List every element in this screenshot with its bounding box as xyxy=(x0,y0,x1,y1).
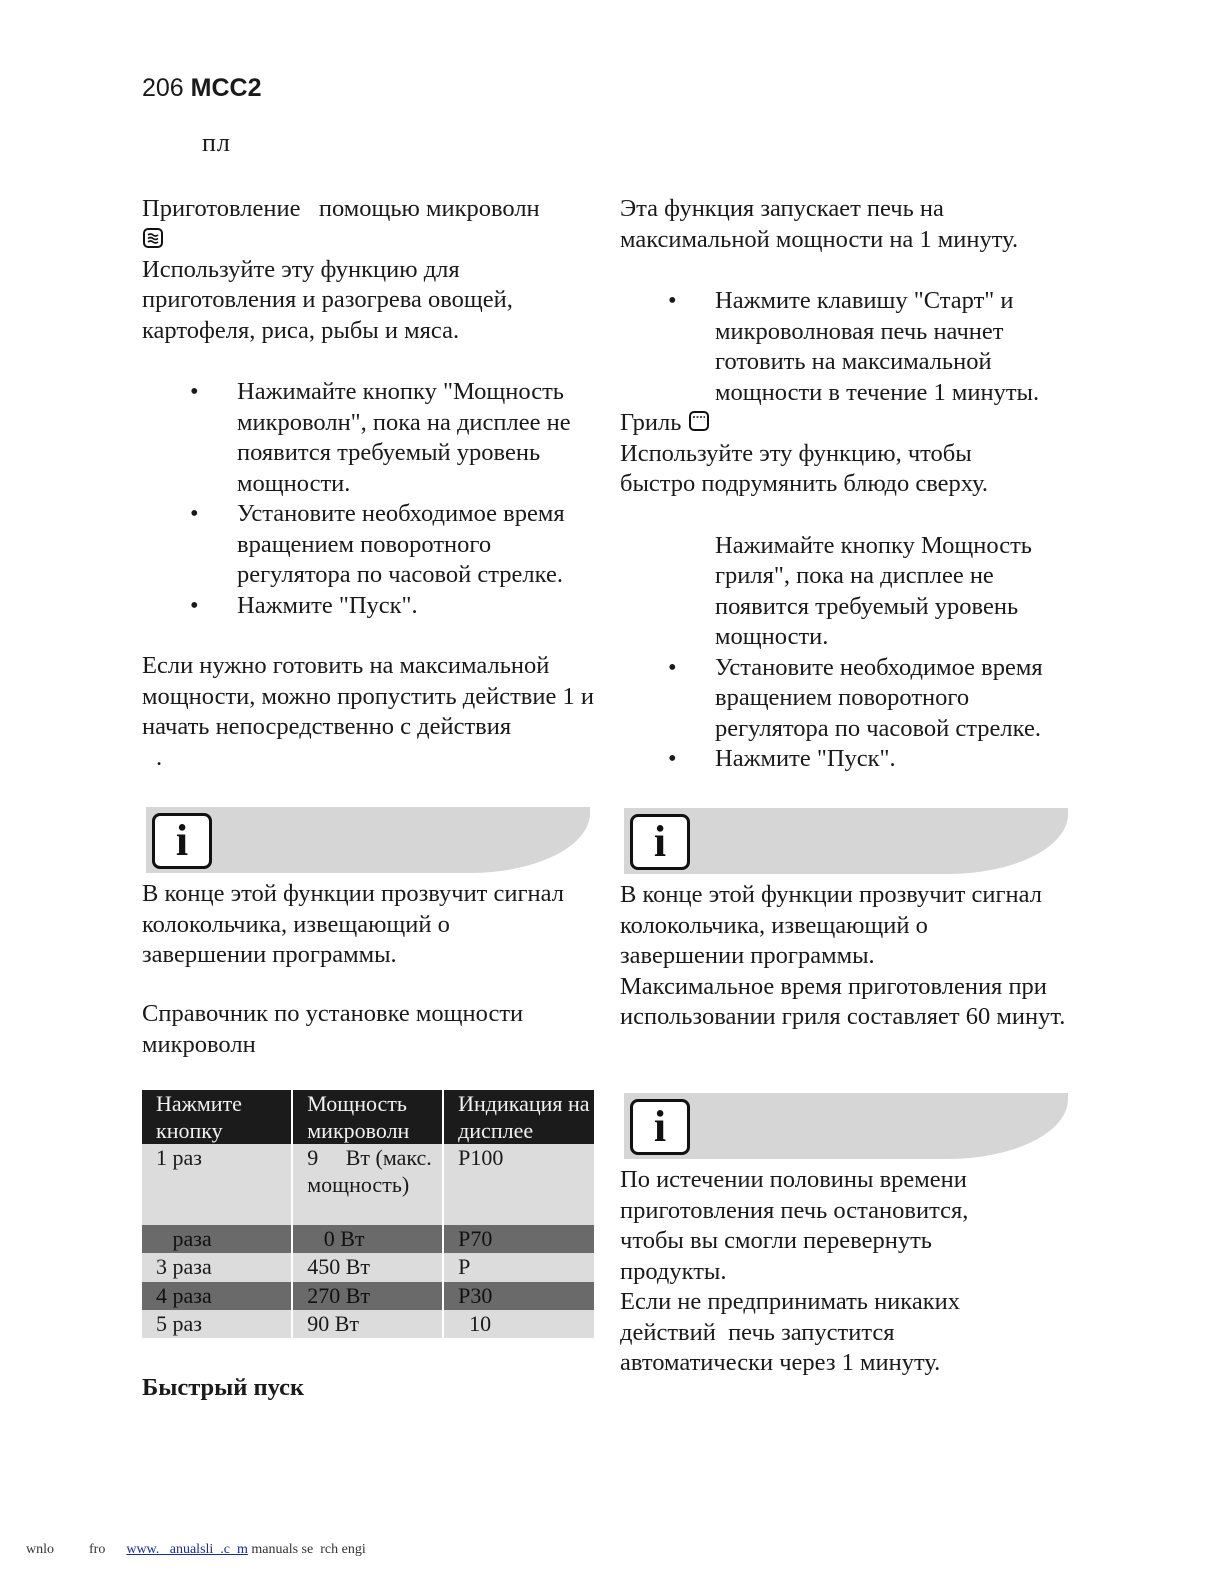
table-cell: P70 xyxy=(443,1225,595,1253)
table-cell: P xyxy=(443,1253,595,1282)
table-cell: 9 Вт (макс. мощность) xyxy=(292,1144,443,1225)
table-cell: 1 раз xyxy=(142,1144,292,1225)
quick-start-title: Быстрый пуск xyxy=(142,1374,305,1401)
table-header-row xyxy=(142,1090,595,1144)
footer-text: manuals se rch engi xyxy=(251,1542,366,1557)
microwave-icon-row xyxy=(142,225,602,255)
microwave-skip-note: Если нужно готовить на максимальной мощности, можно пропустить действие 1 и начать непосредственно с действия xyxy=(142,652,594,740)
table-header-cell: Нажмите кнопку xyxy=(142,1090,292,1144)
table-row xyxy=(142,1282,595,1310)
bullet: • xyxy=(190,500,199,527)
page-header xyxy=(142,74,262,103)
grill-title-row xyxy=(620,408,1080,439)
page-number: 206 xyxy=(142,74,184,102)
left-note-text: В конце этой функции прозвучит сигнал колокольчика, извещающий о завершении программы. xyxy=(142,880,564,968)
bullet: • xyxy=(190,378,199,405)
power-table xyxy=(142,1090,596,1338)
info-icon: i xyxy=(152,813,212,869)
language-code: пл xyxy=(202,128,231,157)
table-cell: P30 xyxy=(443,1282,595,1310)
microwave-section xyxy=(142,194,602,773)
table-cell: раза xyxy=(142,1225,292,1253)
info-band xyxy=(146,807,590,873)
table-cell: 5 раз xyxy=(142,1310,292,1338)
table-cell: 450 Вт xyxy=(292,1253,443,1282)
right-note-2 xyxy=(620,1165,1030,1379)
footer-link[interactable]: www. anualsli .c m xyxy=(126,1542,248,1557)
quick-start-desc: Эта функция запускает печь на максимальной мощности на 1 минуту. xyxy=(620,195,1019,253)
right-note-1-text: В конце этой функции прозвучит сигнал колокольчика, извещающий о завершении программы. xyxy=(620,881,1042,969)
table-cell: 0 Вт xyxy=(292,1225,443,1253)
table-header-cell: Мощность микроволн xyxy=(292,1090,443,1144)
microwave-step: • Нажимайте кнопку "Мощность микроволн", пока на дисплее не появится требуемый уровень мощности. xyxy=(190,378,571,497)
microwave-intro: Используйте эту функцию для приготовления и разогрева овощей, картофеля, риса, рыбы и мяса. xyxy=(142,255,513,344)
bullet: • xyxy=(668,287,677,314)
info-band xyxy=(624,1093,1068,1159)
microwave-step: • Нажмите "Пуск". xyxy=(142,591,602,622)
table-cell: 90 Вт xyxy=(292,1310,443,1338)
table-header-cell: Индикация на дисплее xyxy=(443,1090,595,1144)
microwave-step: • Установите необходимое время вращением поворотного регулятора по часовой стрелке. xyxy=(190,500,565,588)
info-icon: i xyxy=(630,1099,690,1155)
table-cell: P100 xyxy=(443,1144,595,1225)
microwave-title: Приготовление помощью микроволн xyxy=(142,195,540,222)
footer xyxy=(26,1542,366,1558)
model-name: MCC2 xyxy=(190,74,262,102)
quick-start-section xyxy=(620,194,1080,775)
table-cell: 3 раза xyxy=(142,1253,292,1282)
bullet: • xyxy=(190,591,199,619)
grill-title: Гриль xyxy=(620,409,682,436)
microwave-mode-icon xyxy=(142,227,164,249)
right-note-1 xyxy=(620,880,1070,1033)
grill-step: Нажимайте кнопку Мощность гриля", пока на дисплее не появится требуемый уровень мощности. xyxy=(715,531,1032,650)
table-title: Справочник по установке мощности микроволн xyxy=(142,1000,524,1058)
table-row xyxy=(142,1310,595,1338)
right-note-2-extra: Если не предпринимать никаких действий печь запустится автоматически через 1 минуту. xyxy=(620,1288,967,1376)
right-note-2-text: По истечении половины времени приготовления печь остановится, чтобы вы смогли перевернуть продукты. xyxy=(620,1166,969,1285)
footer-text: wnlo xyxy=(26,1542,54,1557)
table-cell: 10 xyxy=(443,1310,595,1338)
table-row xyxy=(142,1225,595,1253)
grill-step: • Установите необходимое время вращением поворотного регулятора по часовой стрелке. xyxy=(668,653,1043,742)
quick-start-step: • Нажмите клавишу "Старт" и микроволновая печь начнет готовить на максимальной мощности в течение 1 минуты. xyxy=(668,287,1040,406)
microwave-skip-tail: . xyxy=(156,743,163,771)
bullet: • xyxy=(668,745,677,772)
table-cell: 4 раза xyxy=(142,1282,292,1310)
footer-text: fro xyxy=(89,1542,106,1557)
bullet: • xyxy=(668,653,677,681)
grill-step: • Нажмите "Пуск". xyxy=(620,744,1080,775)
table-row xyxy=(142,1144,595,1225)
info-band xyxy=(624,808,1068,874)
table-cell: 270 Вт xyxy=(292,1282,443,1310)
grill-intro: Используйте эту функцию, чтобы быстро подрумянить блюдо сверху. xyxy=(620,439,989,497)
info-icon: i xyxy=(630,814,690,870)
right-note-1-extra: Максимальное время приготовления при использовании гриля составляет 60 минут. xyxy=(620,972,1066,1030)
table-row xyxy=(142,1253,595,1282)
grill-mode-icon xyxy=(688,410,710,432)
